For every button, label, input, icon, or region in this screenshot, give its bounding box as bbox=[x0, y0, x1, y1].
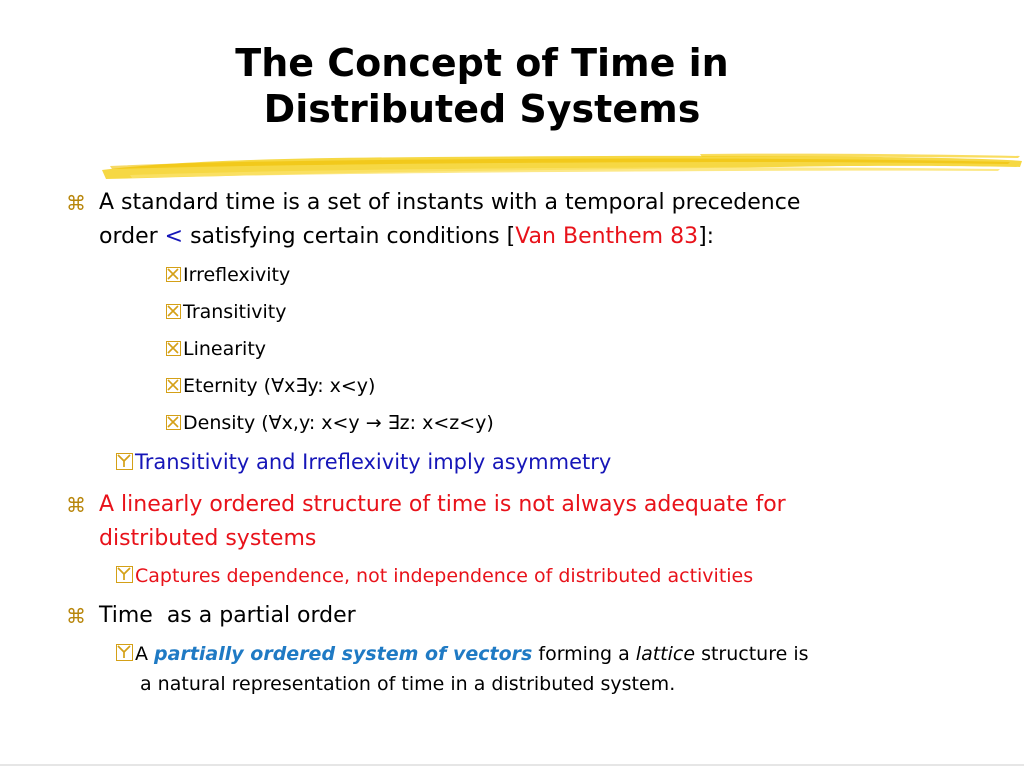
bullet-1-order: order bbox=[99, 224, 165, 249]
x-checkbox-icon bbox=[166, 415, 181, 430]
bullet-3-line-1: Time as a partial order bbox=[99, 603, 356, 628]
bullet-2-line-2: distributed systems bbox=[99, 526, 317, 551]
item-density: Density (∀x,y: x<y → ∃z: x<z<y) bbox=[183, 412, 494, 434]
list-item bbox=[166, 334, 266, 364]
footer-divider bbox=[0, 764, 1024, 766]
bullet-1-conditions: satisfying certain conditions [ bbox=[183, 224, 516, 249]
note-asymmetry bbox=[116, 447, 611, 477]
x-checkbox-icon bbox=[166, 341, 181, 356]
title-line-2: Distributed Systems bbox=[263, 87, 701, 131]
bullet-2-line-1: A linearly ordered structure of time is not always adequate for bbox=[99, 492, 786, 517]
list-item bbox=[166, 408, 494, 438]
title-line-1: The Concept of Time in bbox=[235, 41, 729, 85]
z-bullet-icon: ⌘ bbox=[66, 493, 86, 517]
y-checkbox-icon bbox=[116, 566, 133, 583]
x-checkbox-icon bbox=[166, 267, 181, 282]
list-item bbox=[166, 260, 290, 290]
z-bullet-icon: ⌘ bbox=[66, 604, 86, 628]
sub-mid: forming a bbox=[532, 643, 636, 665]
precedence-symbol: < bbox=[164, 224, 184, 249]
list-item bbox=[166, 371, 375, 401]
lattice-word: lattice bbox=[635, 643, 696, 665]
sub-pre: A bbox=[135, 643, 155, 665]
y-checkbox-icon bbox=[116, 644, 133, 661]
dependence-text: Captures dependence, not independence of distributed activities bbox=[135, 565, 754, 587]
bullet-2-sub bbox=[116, 561, 753, 591]
partially-ordered-vectors: partially ordered system of vectors bbox=[154, 643, 533, 665]
item-transitivity: Transitivity bbox=[183, 301, 287, 323]
z-bullet-icon: ⌘ bbox=[66, 191, 86, 215]
bullet-1-line-2 bbox=[99, 220, 919, 254]
sub-line-2: a natural representation of time in a distributed system. bbox=[140, 673, 676, 695]
bullet-3-sub bbox=[116, 639, 956, 699]
list-item bbox=[166, 297, 286, 327]
x-checkbox-icon bbox=[166, 378, 181, 393]
item-linearity: Linearity bbox=[183, 338, 267, 360]
citation-van-benthem: Van Benthem 83 bbox=[515, 224, 699, 249]
asymmetry-text: Transitivity and Irreflexivity imply asymmetry bbox=[135, 450, 612, 474]
sub-post: structure is bbox=[695, 643, 809, 665]
yellow-brush-stroke bbox=[100, 148, 1024, 188]
item-irreflexivity: Irreflexivity bbox=[183, 264, 291, 286]
bullet-1-line-1: A standard time is a set of instants with a temporal precedence bbox=[99, 190, 801, 215]
slide-title bbox=[112, 40, 852, 132]
y-checkbox-icon bbox=[116, 453, 133, 470]
x-checkbox-icon bbox=[166, 304, 181, 319]
item-eternity: Eternity (∀x∃y: x<y) bbox=[183, 375, 376, 397]
bullet-1-close: ]: bbox=[698, 224, 715, 249]
